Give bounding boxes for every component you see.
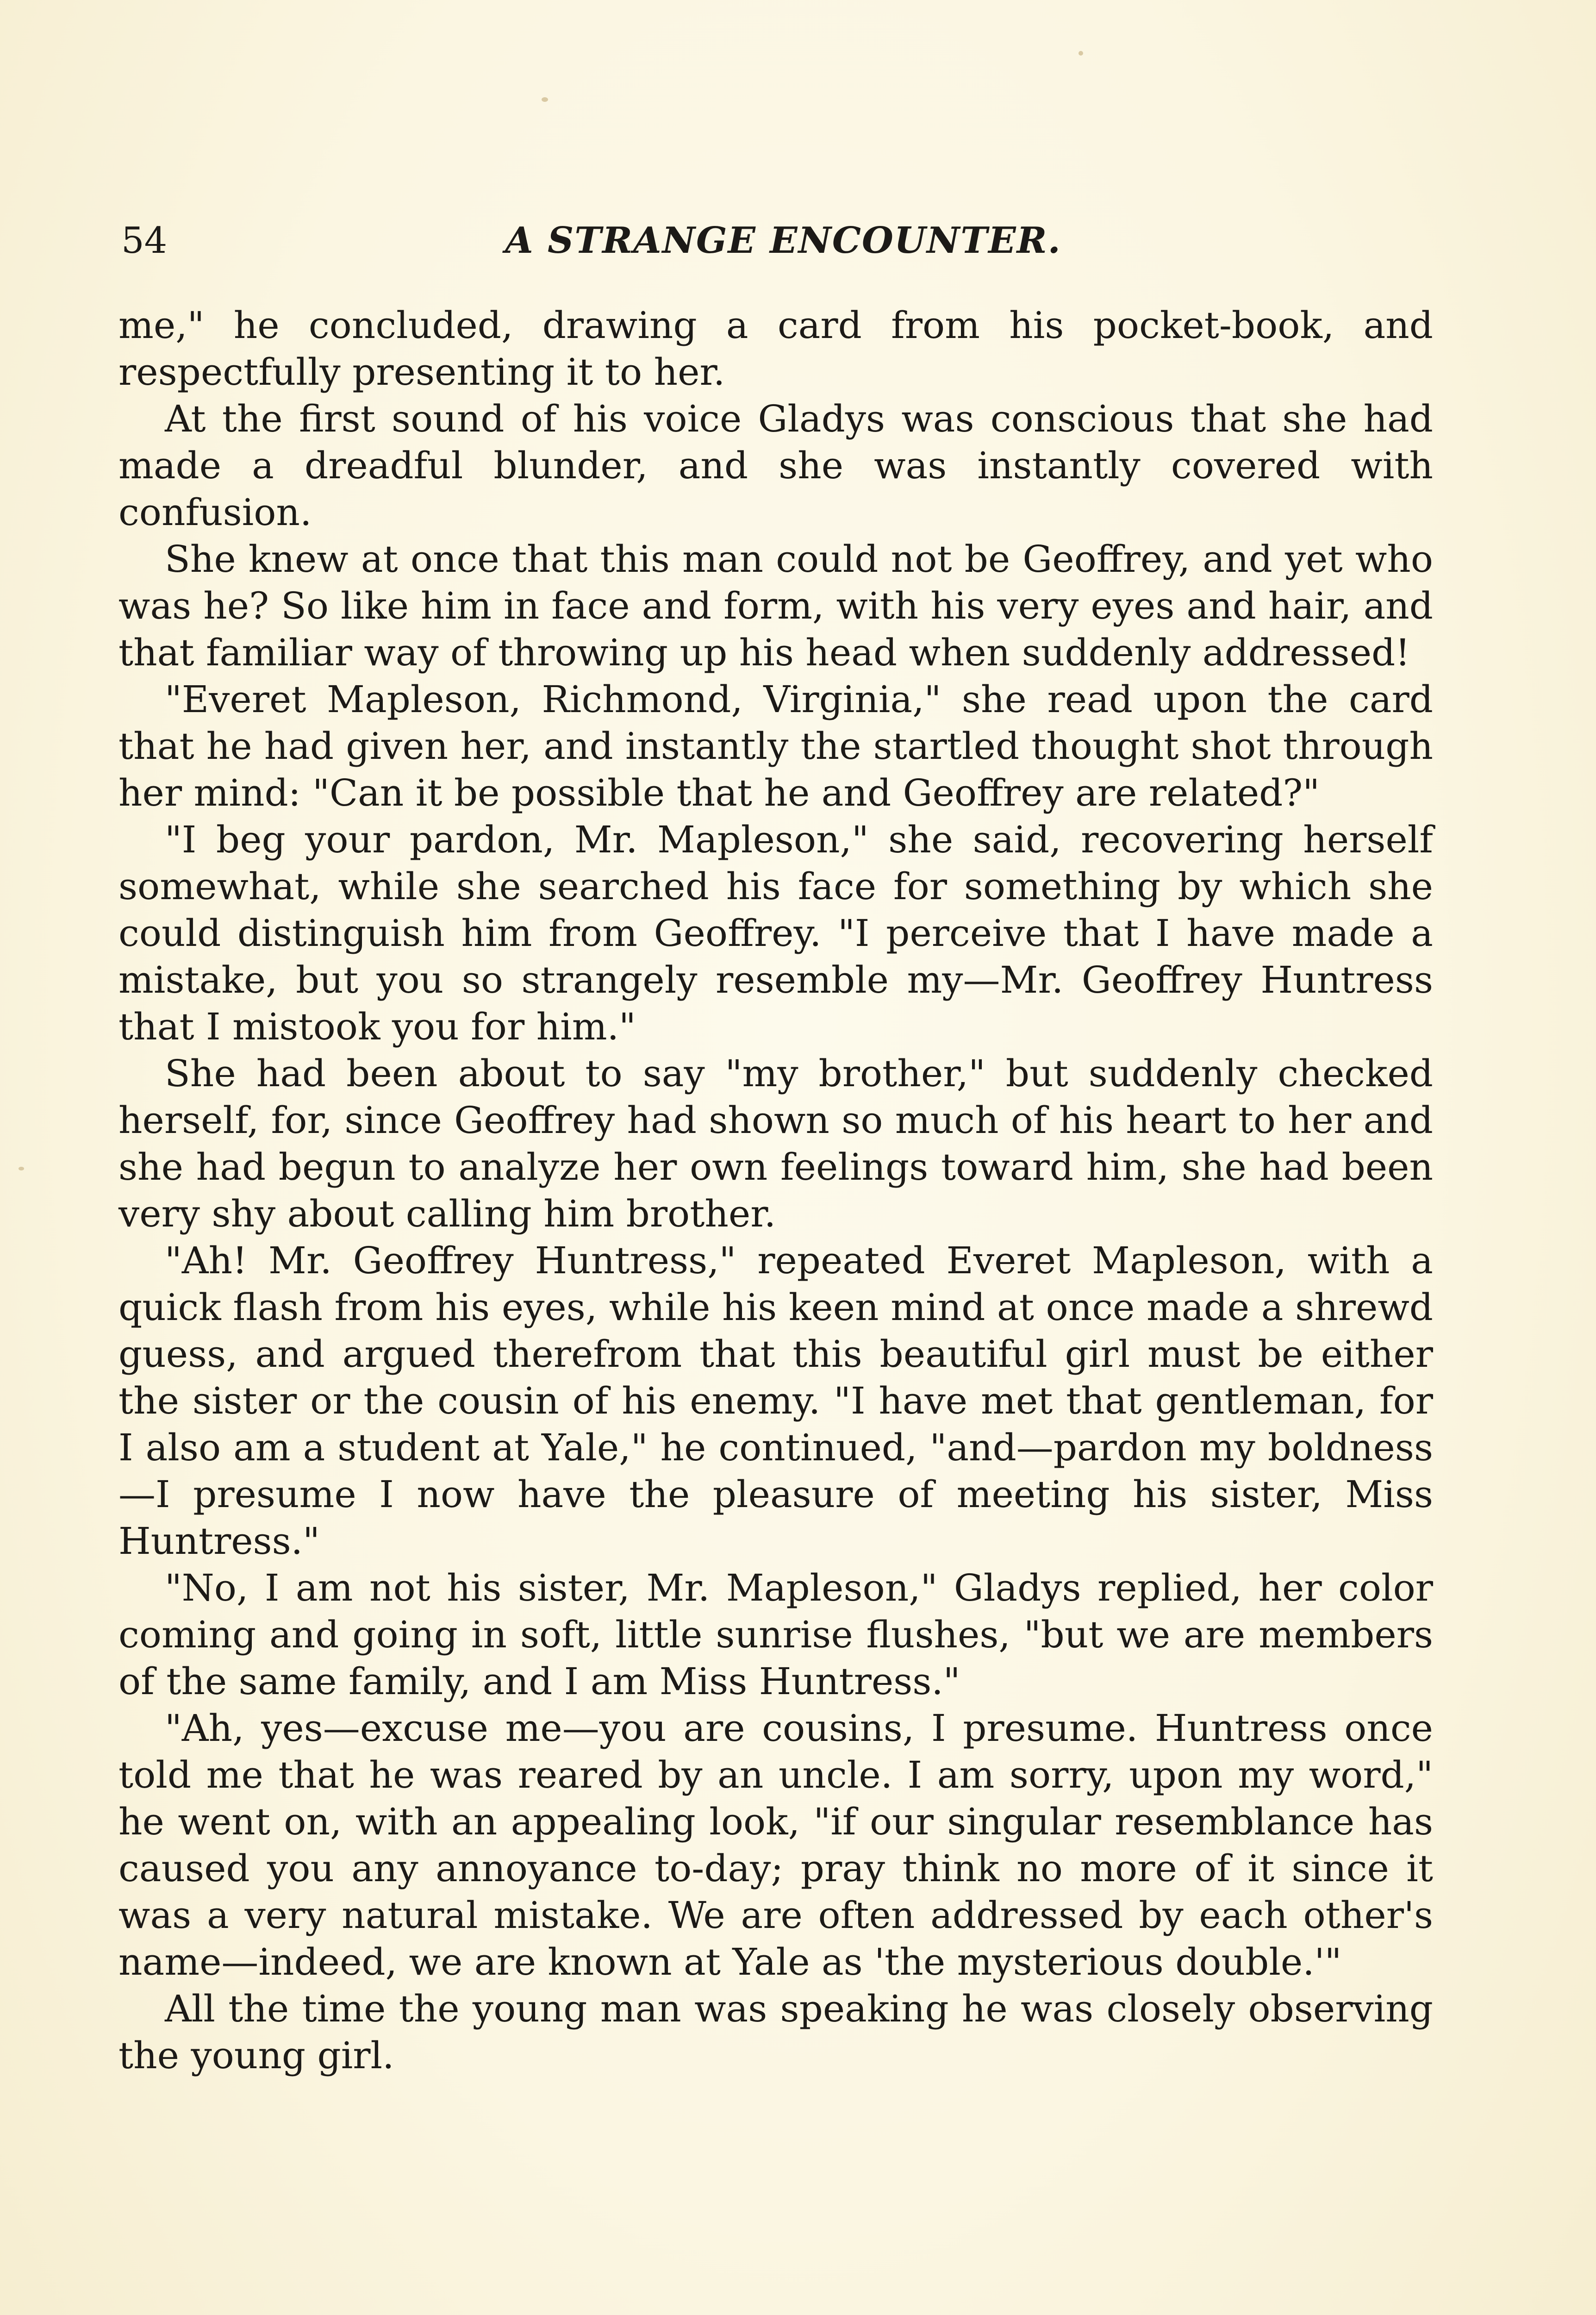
paragraph: "Ah, yes—excuse me—you are cousins, I presume. Huntress once told me that he was reared by an uncle. I am sorry, upon my word," he went on, with an appealing look, "if our singular resemblance has caused you any annoyance to-day; pray think no more of it since it was a very natural mistake. We are often addressed by each other's name—indeed, we are known at Yale as 'the mysterious double.'"	[118, 1707, 1433, 1983]
paragraph: me," he concluded, drawing a card from his pocket-book, and respectfully presenting it to her.	[118, 304, 1433, 394]
paragraph: She had been about to say "my brother," but suddenly checked herself, for, since Geoffrey had shown so much of his heart to her and she had begun to analyze her own feelings toward him, she had been very shy about calling him brother.	[118, 1052, 1433, 1235]
paragraph: "I beg your pardon, Mr. Mapleson," she said, recovering herself somewhat, while she searched his face for something by which she could distinguish him from Geoffrey. "I perceive that I have made a mistake, but you so strangely resemble my—Mr. Geoffrey Huntress that I mistook you for him."	[118, 818, 1433, 1048]
paragraph: She knew at once that this man could not be Geoffrey, and yet who was he? So like him in face and form, with his very eyes and hair, and that familiar way of throwing up his head when suddenly addressed!	[118, 538, 1433, 674]
paragraph: All the time the young man was speaking he was closely observing the young girl.	[118, 1987, 1433, 2077]
paper-speck	[542, 97, 548, 102]
page-number: 54	[121, 220, 168, 262]
chapter-title: A STRANGE ENCOUNTER.	[505, 219, 1061, 262]
running-head	[121, 213, 1445, 269]
paragraph: "Ah! Mr. Geoffrey Huntress," repeated Everet Mapleson, with a quick flash from his eyes, while his keen mind at once made a shrewd guess, and argued therefrom that this beautiful girl must be either the sister or the cousin of his enemy. "I have met that gentleman, for I also am a student at Yale," he continued, "and—pardon my boldness—I presume I now have the pleasure of meeting his sister, Miss Huntress."	[118, 1239, 1433, 1563]
paper-speck	[19, 1167, 24, 1170]
paragraph: At the first sound of his voice Gladys was conscious that she had made a dreadful blunder, and she was instantly covered with confusion.	[118, 397, 1433, 534]
paragraph: "No, I am not his sister, Mr. Mapleson," Gladys replied, her color coming and going in soft, little sunrise flushes, "but we are members of the same family, and I am Miss Huntress."	[118, 1566, 1433, 1703]
paper-speck	[1079, 51, 1083, 56]
paragraph: "Everet Mapleson, Richmond, Virginia," she read upon the card that he had given her, and instantly the startled thought shot through her mind: "Can it be possible that he and Geoffrey are related?"	[118, 678, 1433, 814]
body-text	[118, 302, 1433, 2079]
